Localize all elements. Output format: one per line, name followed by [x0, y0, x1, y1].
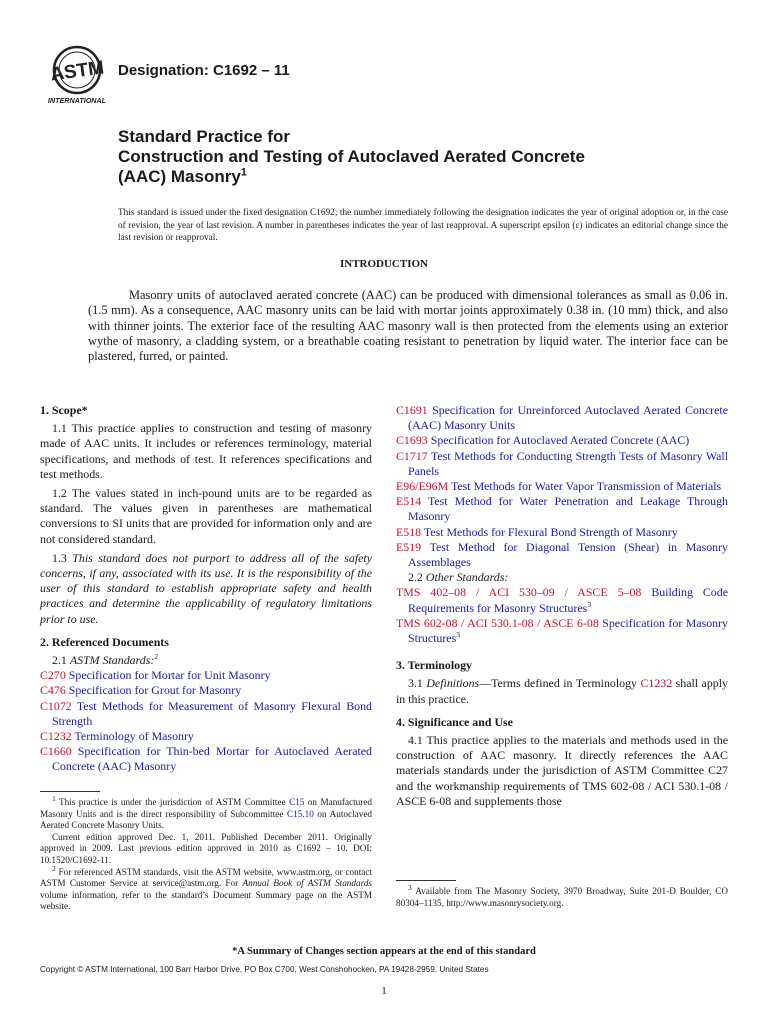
ref-item: TMS 602-08 / ACI 530.1-08 / ASCE 6-08 Specification for Masonry Structures$^3$ — [396, 615, 728, 646]
ref-title-link[interactable]: Terminology of Masonry — [74, 729, 194, 744]
title-footnote-mark[interactable]: 1 — [240, 166, 247, 179]
footnote-divider — [40, 791, 100, 792]
ref-title-link[interactable]: Test Methods for Flexural Bond Strength of Masonry — [423, 524, 678, 539]
ref-title-link[interactable]: Test Methods for Conducting Strength Tests of Masonry Wall Panels — [408, 448, 728, 478]
ref-code-link[interactable]: TMS 602-08 / ACI 530.1-08 / ASCE 6-08 — [396, 615, 599, 630]
scope-para-3: 1.3 This standard does not purport to address all of the safety concerns, if any, associated with its use. It is the responsibility of the user of this standard to establish appropriate safety and health practices and determine the applicability of regulatory limitations prior to use. — [40, 550, 372, 626]
footnote-1-edition: Current edition approved Dec. 1, 2011. Published December 2011. Originally approved in 2009. Last previous edition approved in 2010 as C1692 – 10. DOI: 10.1520/C1692-11. — [40, 831, 372, 865]
ref-item — [396, 403, 728, 433]
astm-standards-label: 2.1 ASTM Standards:$^2$ — [52, 652, 159, 668]
ref-code-link[interactable]: C1717 — [396, 448, 428, 463]
designation: Designation: C1692 – 11 — [118, 62, 290, 79]
right-column — [396, 403, 728, 813]
title-line-3: (AAC) Masonry$^1$ — [118, 166, 247, 186]
ref-item — [40, 699, 372, 729]
issue-note: This standard is issued under the fixed designation C1692; the number immediately following the designation indicates the year of original adoption or, in the case of revision, the year of last revision. A number in parentheses indicates the year of last reapproval. A superscript epsilon (ε) indicates an editorial change since the last revision or reapproval. — [118, 208, 728, 243]
document-title — [118, 127, 718, 187]
ref-title-link[interactable]: Test Method for Diagonal Tension (Shear) in Masonry Assemblages — [408, 539, 729, 570]
ref-code-link[interactable]: C1232 — [40, 729, 72, 744]
ref-title-link[interactable]: Test Methods for Water Vapor Transmission of Materials — [450, 479, 722, 494]
footnote-2: $^2$ For referenced ASTM standards, visit the ASTM website, www.astm.org, or contact ASTM Customer Service at service@astm.org. For Annual Book of ASTM Standards volume information, refer to the standard’s Document Summary page on the ASTM website. — [40, 863, 373, 912]
ref-item — [40, 729, 372, 744]
ref-title-link[interactable]: Test Method for Water Penetration and Leakage Through Masonry — [408, 494, 728, 524]
significance-para: 4.1 This practice applies to the materials and methods used in the construction of AAC masonry. It directly references the AAC materials standards under the jurisdiction of ASTM Committee C27 and the workmanship requirements of TMS 602-08 / ACI 530.1-08 / ASCE 6-08 and supplements those — [396, 733, 728, 808]
svg-text:ASTM: ASTM — [49, 57, 106, 86]
scope-para-2: 1.2 The values stated in inch-pound units are to be regarded as standard. The values given in parentheses are mathematical conversions to SI units that are provided for information only and are not considered standard. — [40, 486, 372, 546]
ref-code-link[interactable]: C1072 — [40, 698, 72, 713]
ref-item — [396, 494, 728, 524]
ref-item — [396, 479, 728, 494]
terminology-heading: 3. Terminology — [396, 658, 472, 673]
ref-item — [40, 744, 372, 774]
title-line-1: Standard Practice for — [118, 127, 290, 146]
ref-title-link[interactable]: Specification for Masonry Structures — [408, 615, 728, 646]
terminology-para: 3.1 Definitions—Terms defined in Terminology C1232 shall apply in this practice. — [396, 676, 728, 706]
footnote-1: $^1$ This practice is under the jurisdiction of ASTM Committee C15 on Manufactured Masonry Units and is the direct responsibility of Subcommittee C15.10 on Autoclaved Aerated Concrete Masonry Units. — [40, 793, 373, 831]
ref-code-link[interactable]: E519 — [396, 539, 422, 554]
committee-link[interactable]: C15 — [289, 797, 305, 807]
svg-text:INTERNATIONAL: INTERNATIONAL — [47, 96, 107, 105]
ref-title-link[interactable]: Building Code Requirements for Masonry Structures — [408, 585, 728, 615]
ref-title-link[interactable]: Specification for Unreinforced Autoclaved Aerated Concrete (AAC) Masonry Units — [408, 403, 728, 433]
footnotes-left — [40, 793, 373, 913]
subcommittee-link[interactable]: C15.10 — [287, 808, 314, 819]
ref-code-link[interactable]: C1232 — [640, 676, 673, 691]
title-line-2: Construction and Testing of Autoclaved Aerated Concrete — [118, 147, 585, 166]
ref-code-link[interactable]: C476 — [40, 683, 66, 698]
ref-code-link[interactable]: C270 — [40, 668, 66, 683]
ref-title-link[interactable]: Specification for Mortar for Unit Masonry — [68, 668, 271, 683]
ref-item — [396, 525, 728, 540]
copyright: Copyright © ASTM International, 100 Barr Harbor Drive, PO Box C700, West Conshohocken, PA 19428-2959. United States — [40, 965, 489, 974]
ref-code-link[interactable]: E96/E96M — [396, 479, 449, 494]
footnote-divider — [396, 880, 456, 881]
ref-title-link[interactable]: Specification for Grout for Masonry — [68, 683, 242, 698]
ref-item — [396, 433, 728, 448]
scope-heading: 1. Scope* — [40, 403, 88, 417]
scope-para-1: 1.1 This practice applies to construction and testing of masonry made of AAC units. It includes or references terminology, material specifications, and methods of test. It references specifications and test methods. — [40, 421, 372, 481]
ref-code-link[interactable]: C1691 — [396, 403, 428, 417]
page-number: 1 — [381, 985, 387, 997]
ref-item: TMS 402–08 / ACI 530–09 / ASCE 5–08 Building Code Requirements for Masonry Structures$^3$ — [396, 585, 728, 615]
ref-code-link[interactable]: C1693 — [396, 433, 428, 448]
ref-code-link[interactable]: TMS 402–08 / ACI 530–09 / ASCE 5–08 — [396, 585, 642, 600]
significance-heading: 4. Significance and Use — [396, 714, 513, 729]
ref-item — [396, 540, 728, 570]
ref-code-link[interactable]: E514 — [396, 494, 422, 509]
ref-item — [40, 668, 372, 683]
other-standards-label: 2.2 Other Standards: — [408, 570, 509, 585]
left-column — [40, 403, 372, 775]
ref-title-link[interactable]: Specification for Thin-bed Mortar for Autoclaved Aerated Concrete (AAC) Masonry — [52, 744, 372, 774]
astm-logo — [40, 44, 114, 106]
ref-item — [396, 449, 728, 479]
summary-of-changes-note: *A Summary of Changes section appears at the end of this standard — [232, 946, 536, 957]
ref-title-link[interactable]: Test Methods for Measurement of Masonry Flexural Bond Strength — [52, 698, 372, 728]
ref-code-link[interactable]: E518 — [396, 524, 422, 539]
footnote-3: $^3$ Available from The Masonry Society, 3970 Broadway, Suite 201-D Boulder, CO 80304–1135, http://www.masonrysociety.org. — [396, 882, 728, 908]
introduction-heading: INTRODUCTION — [339, 258, 428, 270]
ref-item — [40, 683, 372, 698]
introduction-text: Masonry units of autoclaved aerated concrete (AAC) can be produced with dimensional tolerances as small as 0.06 in. (1.5 mm). As a consequence, AAC masonry units can be laid with mortar joints approximately 0.38 in. (10 mm) thick, and also with thinner joints. The exterior face of the resulting AAC masonry wall is then protected from the elements using an exterior wythe of masonry, a cladding system, or a breathable coating resistant to penetration by liquid water. The interior face can be plastered, furred, or painted. — [88, 288, 728, 364]
ref-code-link[interactable]: C1660 — [40, 744, 72, 759]
ref-title-link[interactable]: Specification for Autoclaved Aerated Concrete (AAC) — [430, 433, 690, 448]
referenced-docs-heading: 2. Referenced Documents — [40, 634, 169, 649]
